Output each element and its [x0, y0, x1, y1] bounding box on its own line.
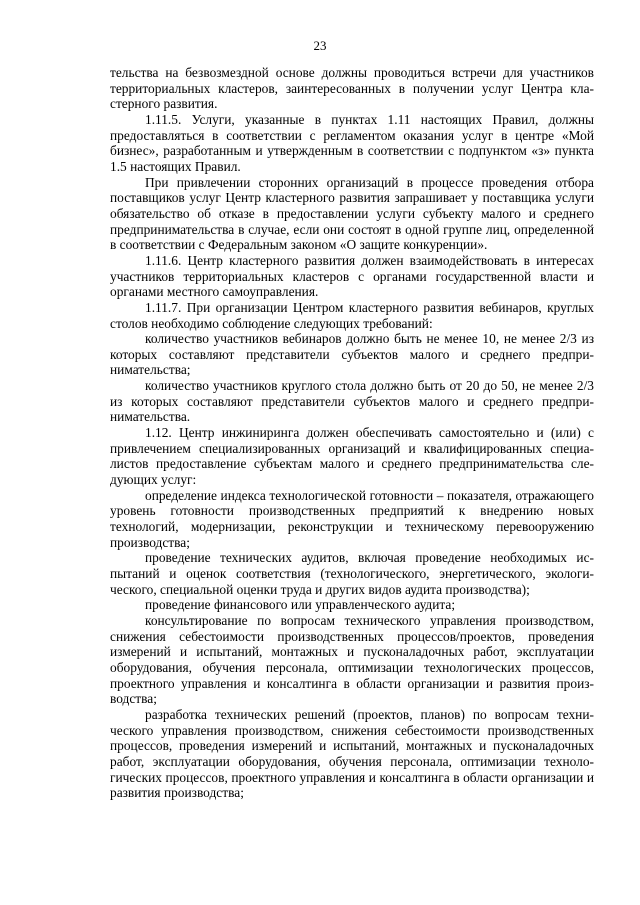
page-number: 23: [313, 38, 327, 53]
paragraph-webinar-requirements: количество участников вебинаров должно быть не менее 10, не менее 2/3 из которых составляют представители субъектов малого и среднего предпринимательства;: [110, 331, 594, 378]
list-item-technical-audits: проведение технических аудитов, включая проведение необходимых испытаний и оценок соответствия (технологического, энергетического, экологического, специальной оценки труда и других видов аудита производства);: [110, 550, 594, 597]
paragraph-1-11-6: 1.11.6. Центр кластерного развития должен взаимодействовать в интересах участников территориальных кластеров с органами государственной власти и органами местного самоуправления.: [110, 252, 594, 300]
paragraph-continuation: тельства на безвозмездной основе должны проводиться встречи для участников территориальных кластеров, заинтересованных в получении услуг Центра кластерного развития.: [110, 65, 594, 112]
list-item-technical-solutions: разработка технических решений (проектов, планов) по вопросам технического управления производством, снижения себестоимости производственных процессов, проведения измерений и испытаний, монтажных и пусконаладочных работ, эксплуатации оборудования, обучения персонала, оптимизации технологических процессов, проектного управления и консалтинга в области организации и развития производства;: [110, 706, 594, 801]
paragraph-1-11-5: 1.11.5. Услуги, указанные в пунктах 1.11 настоящих Правил, должны предоставляться в соответствии с регламентом оказания услуг в центре «Мой бизнес», разработанным и утвержденным в соответствии с подпунктом «з» пункта 1.5 настоящих Правил.: [110, 111, 594, 174]
paragraph-third-party-organizations: При привлечении сторонних организаций в процессе проведения отбора поставщиков услуг Центр кластерного развития запрашивает у поставщика услуги обязательство об отказе в предоставлении услуги субъекту малого и среднего предпринимательства в случае, если они состоят в одной группе лиц, определенной в соответствии с Федеральным законом «О защите конкуренции».: [110, 174, 594, 253]
paragraph-round-table-requirements: количество участников круглого стола должно быть от 20 до 50, не менее 2/3 из которых составляют представители субъектов малого и среднего предпринимательства.: [110, 378, 594, 425]
list-item-consulting: консультирование по вопросам технического управления производством, снижения себестоимости производственных процессов/проектов, проведения измерений и испытаний, монтажных и пусконаладочных работ, эксплуатации оборудования, обучения персонала, оптимизации технологических процессов, проектного управления и консалтинга в области организации и развития производства;: [110, 612, 594, 707]
list-item-financial-audit: проведение финансового или управленческого аудита;: [145, 597, 456, 613]
document-body: [110, 65, 594, 801]
paragraph-1-11-7: 1.11.7. При организации Центром кластерного развития вебинаров, круглых столов необходимо соблюдение следующих требований:: [110, 299, 594, 331]
list-item-readiness-index: определение индекса технологической готовности – показателя, отражающего уровень готовности производственных предприятий к внедрению новых технологий, модернизации, реконструкции и техническому перевооружению производства;: [110, 487, 594, 550]
paragraph-1-12: 1.12. Центр инжиниринга должен обеспечивать самостоятельно и (или) с привлечением специализированных организаций и квалифицированных специалистов предоставление субъектам малого и среднего предпринимательства следующих услуг:: [110, 425, 594, 488]
